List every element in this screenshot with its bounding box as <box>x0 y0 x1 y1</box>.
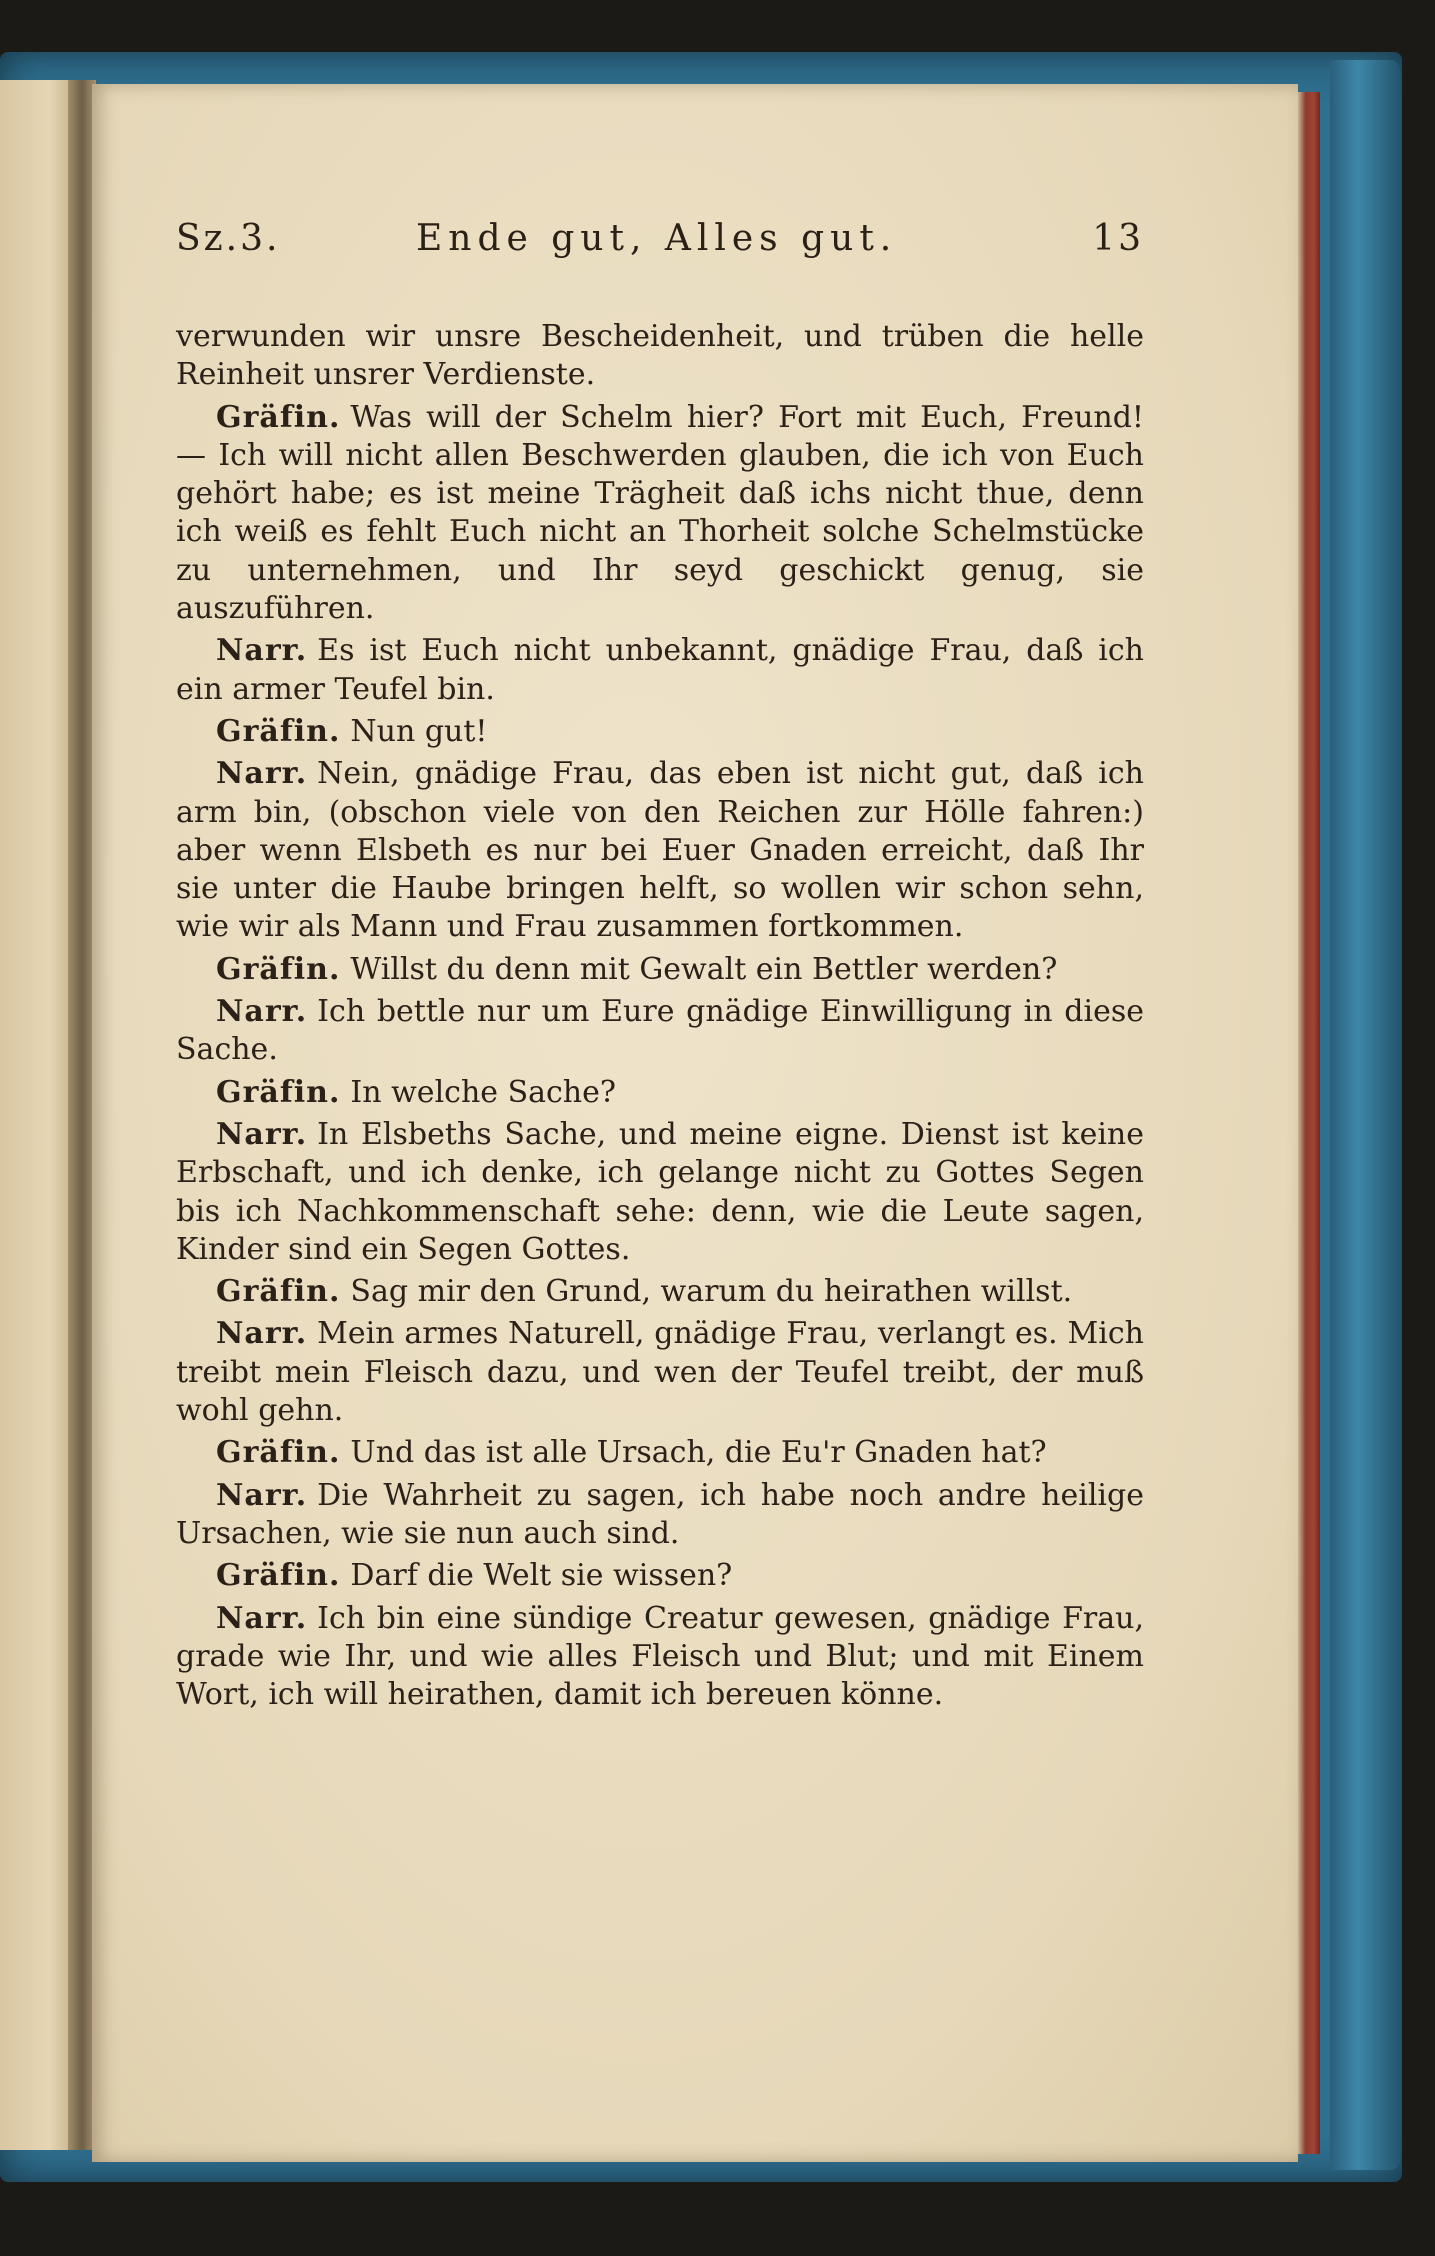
running-header <box>176 218 1144 278</box>
speech-text: Ich bin eine sündige Creatur gewesen, gnädige Frau, grade wie Ihr, und wie alles Fleisch und Blut; und mit Einem Wort, ich will heirathen, damit ich bereuen könne. <box>176 1600 1144 1713</box>
speaker-name: Gräfin. <box>216 1274 341 1310</box>
speech-text: Die Wahrheit zu sagen, ich habe noch andre heilige Ursachen, wie sie nun auch sind. <box>176 1477 1144 1551</box>
scene-label: Sz.3. <box>176 218 281 259</box>
page-body <box>176 318 1144 1714</box>
paragraph <box>176 1557 1144 1595</box>
running-title: Ende gut, Alles gut. <box>416 218 898 259</box>
speech-text: In welche Sache? <box>350 1074 616 1110</box>
paragraph <box>176 1434 1144 1472</box>
speaker-name: Gräfin. <box>216 1435 341 1471</box>
paragraph <box>176 993 1144 1070</box>
speech-text: Nein, gnädige Frau, das eben ist nicht gut, daß ich arm bin, (obschon viele von den Reichen zur Hölle fahren:) aber wenn Elsbeth es nur bei Euer Gnaden erreicht, daß Ihr sie unter die Haube bringen helft, so wollen wir schon sehn, wie wir als Mann und Frau zusammen fortkommen. <box>176 756 1144 945</box>
speaker-name: Gräfin. <box>216 1558 341 1594</box>
paragraph <box>176 1477 1144 1554</box>
speaker-name: Narr. <box>216 1316 308 1352</box>
speech-text: Was will der Schelm hier? Fort mit Euch, Freund! — Ich will nicht allen Beschwerden glauben, die ich von Euch gehört habe; es ist meine Trägheit daß ichs nicht thue, denn ich weiß es fehlt Euch nicht an Thorheit solche Schelmstücke zu unternehmen, und Ihr seyd geschickt genug, sie auszuführen. <box>176 399 1144 627</box>
speaker-name: Narr. <box>216 1477 308 1513</box>
speech-text: Darf die Welt sie wissen? <box>350 1558 733 1594</box>
paragraph <box>176 755 1144 946</box>
speaker-name: Narr. <box>216 1116 308 1152</box>
page-number: 13 <box>1092 218 1144 259</box>
speech-text: Willst du denn mit Gewalt ein Bettler werden? <box>350 951 1058 987</box>
paragraph <box>176 1074 1144 1112</box>
speaker-name: Narr. <box>216 994 308 1030</box>
paragraph <box>176 1116 1144 1269</box>
book-cover-edge <box>1330 60 1400 2170</box>
speech-text: Nun gut! <box>350 713 488 749</box>
speaker-name: Gräfin. <box>216 713 341 749</box>
speaker-name: Narr. <box>216 756 308 792</box>
speech-text: Und das ist alle Ursach, die Eu'r Gnaden hat? <box>350 1435 1047 1471</box>
speaker-name: Gräfin. <box>216 1074 341 1110</box>
paragraph <box>176 1315 1144 1430</box>
page-red-edge <box>1298 92 1320 2154</box>
paragraph <box>176 399 1144 629</box>
speech-text: Mein armes Naturell, gnädige Frau, verlangt es. Mich treibt mein Fleisch dazu, und wen der Teufel treibt, der muß wohl gehn. <box>176 1316 1144 1429</box>
paragraph <box>176 632 1144 709</box>
speaker-name: Narr. <box>216 1600 308 1636</box>
paragraph <box>176 318 1144 395</box>
paragraph <box>176 951 1144 989</box>
paragraph <box>176 713 1144 751</box>
speech-text: Es ist Euch nicht unbekannt, gnädige Frau, daß ich ein armer Teufel bin. <box>176 633 1144 707</box>
speech-text: verwunden wir unsre Bescheidenheit, und trüben die helle Reinheit unsrer Verdienste. <box>176 319 1144 393</box>
speech-text: Sag mir den Grund, warum du heirathen willst. <box>350 1274 1073 1310</box>
speaker-name: Gräfin. <box>216 399 341 435</box>
speech-text: Ich bettle nur um Eure gnädige Einwilligung in diese Sache. <box>176 994 1144 1068</box>
speaker-name: Narr. <box>216 633 308 669</box>
paragraph <box>176 1600 1144 1715</box>
paragraph <box>176 1273 1144 1311</box>
speaker-name: Gräfin. <box>216 951 341 987</box>
speech-text: In Elsbeths Sache, und meine eigne. Dienst ist keine Erbschaft, und ich denke, ich gelange nicht zu Gottes Segen bis ich Nachkommenschaft sehe: denn, wie die Leute sagen, Kinder sind ein Segen Gottes. <box>176 1116 1144 1267</box>
